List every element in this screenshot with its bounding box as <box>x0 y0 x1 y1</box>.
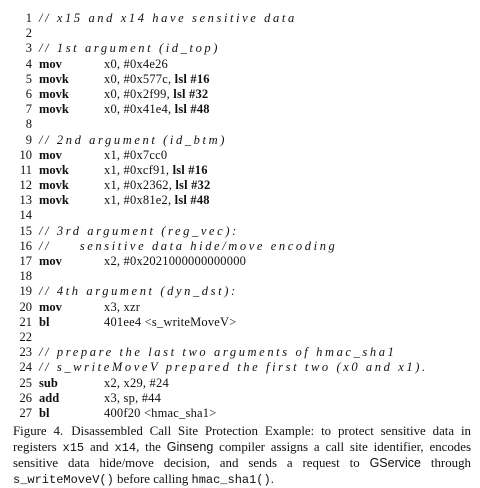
opcode: movk <box>39 86 69 101</box>
code-comment: // prepare the last two arguments of hmac_sha1 <box>39 345 397 360</box>
code-line <box>12 117 472 132</box>
line-number: 27 <box>19 405 32 420</box>
caption-gservice: GService <box>369 456 421 471</box>
shift-operand: lsl #32 <box>173 86 209 101</box>
code-line <box>12 26 472 41</box>
operand-text: x3, sp, #44 <box>104 390 162 405</box>
operand-text: x1, #0xcf91, <box>104 162 173 177</box>
opcode: mov <box>39 254 62 268</box>
opcode: mov <box>39 56 62 71</box>
operands <box>104 406 216 421</box>
line-number: 3 <box>25 41 32 56</box>
operands <box>104 72 210 87</box>
code-line <box>12 254 472 269</box>
opcode: bl <box>39 314 50 329</box>
code-comment: // s_writeMoveV prepared the first two (x0 and x1). <box>39 360 428 375</box>
operand-text: x3, xzr <box>104 299 141 314</box>
opcode: movk <box>39 102 69 117</box>
operand-text: 401ee4 <s_writeMoveV> <box>104 314 237 329</box>
code-line <box>12 208 472 223</box>
code-comment: // 2nd argument (id_btm) <box>39 132 227 147</box>
operand-text: x2, x29, #24 <box>104 375 169 390</box>
line-number: 20 <box>19 299 32 314</box>
line-number: 24 <box>19 360 32 375</box>
caption-text: through <box>420 456 471 471</box>
caption-register: x14 <box>114 440 137 455</box>
operands <box>104 376 169 391</box>
line-number: 26 <box>19 390 32 405</box>
line-number: 25 <box>19 375 32 390</box>
operand-text: x1, #0x2362, <box>104 178 176 193</box>
line-number: 13 <box>19 193 32 208</box>
code-line <box>12 148 472 163</box>
code-line <box>12 178 472 193</box>
code-line <box>12 360 472 375</box>
operands <box>104 102 210 117</box>
line-number: 7 <box>25 102 32 117</box>
opcode: movk <box>39 162 69 177</box>
shift-operand: lsl #16 <box>174 71 210 86</box>
code-line <box>12 163 472 178</box>
code-line <box>12 406 472 421</box>
code-line <box>12 102 472 117</box>
line-number: 2 <box>25 26 32 41</box>
operands <box>104 148 167 163</box>
line-number: 23 <box>19 345 32 360</box>
code-line <box>12 11 472 26</box>
figure-caption <box>13 424 471 488</box>
code-line <box>12 300 472 315</box>
shift-operand: lsl #16 <box>172 162 208 177</box>
operand-text: x1, #0x81e2, <box>104 193 175 208</box>
line-number: 11 <box>19 162 32 177</box>
code-line <box>12 224 472 239</box>
operand-text: x0, #0x41e4, <box>104 102 175 117</box>
line-number: 21 <box>19 314 32 329</box>
line-number: 6 <box>25 86 32 101</box>
caption-text: , the <box>136 439 167 454</box>
line-number: 19 <box>19 284 32 299</box>
caption-text: Disassembled Call Site Protection Example: to protect sensitive data in registers <box>13 424 472 454</box>
code-line <box>12 345 472 360</box>
operand-text: x1, #0x7cc0 <box>104 147 168 162</box>
line-number: 16 <box>19 238 32 253</box>
figure-label: Figure 4. <box>13 424 64 438</box>
opcode: movk <box>39 178 69 193</box>
operands <box>104 178 210 193</box>
opcode: mov <box>39 147 62 162</box>
operands <box>104 254 246 269</box>
opcode: movk <box>39 193 69 208</box>
operands <box>104 193 210 208</box>
opcode: mov <box>39 299 62 314</box>
caption-ginseng: Ginseng <box>166 439 214 454</box>
opcode: sub <box>39 375 58 390</box>
opcode: add <box>39 390 60 405</box>
operand-text: x0, #0x577c, <box>104 71 175 86</box>
code-line <box>12 376 472 391</box>
shift-operand: lsl #48 <box>174 193 210 208</box>
code-line <box>12 133 472 148</box>
code-line <box>12 41 472 56</box>
line-number: 18 <box>19 269 32 284</box>
operands <box>104 300 140 315</box>
code-line <box>12 193 472 208</box>
operands <box>104 87 208 102</box>
caption-text: and <box>84 439 115 454</box>
operand-text: x0, #0x4e26 <box>104 56 168 71</box>
operand-text: x2, #0x2021000000000000 <box>104 254 247 268</box>
line-number: 5 <box>25 71 32 86</box>
code-line <box>12 330 472 345</box>
operands <box>104 57 168 72</box>
shift-operand: lsl #32 <box>175 178 211 193</box>
code-line <box>12 239 472 254</box>
line-number: 4 <box>25 56 32 71</box>
shift-operand: lsl #48 <box>174 102 210 117</box>
code-line <box>12 57 472 72</box>
opcode: bl <box>39 405 50 420</box>
line-number: 17 <box>19 254 32 268</box>
opcode: movk <box>39 71 69 86</box>
code-comment: // 1st argument (id_top) <box>39 41 221 56</box>
caption-text: compiler assigns a call site identifier, encodes sensitive data hide/move decision, and sends a request to <box>13 439 471 471</box>
operands <box>104 163 208 178</box>
line-number: 9 <box>25 132 32 147</box>
code-comment: // sensitive data hide/move encoding <box>39 238 338 253</box>
operands <box>104 391 161 406</box>
line-number: 14 <box>19 208 32 223</box>
operand-text: 400f20 <hmac_sha1> <box>104 405 217 420</box>
code-line <box>12 315 472 330</box>
caption-text: before calling <box>113 471 192 486</box>
caption-function: s_writeMoveV() <box>13 472 114 487</box>
caption-text: . <box>270 471 274 486</box>
line-number: 8 <box>25 117 32 132</box>
caption-register: x15 <box>62 440 85 455</box>
line-number: 22 <box>19 329 32 344</box>
code-comment: // 4th argument (dyn_dst): <box>39 284 238 299</box>
line-number: 10 <box>19 147 32 162</box>
operand-text: x0, #0x2f99, <box>104 86 174 101</box>
code-comment: // x15 and x14 have sensitive data <box>39 11 297 25</box>
code-line <box>12 72 472 87</box>
code-line <box>12 284 472 299</box>
code-comment: // 3rd argument (reg_vec): <box>39 223 239 238</box>
code-listing <box>12 11 472 421</box>
line-number: 1 <box>25 11 32 25</box>
caption-function: hmac_sha1() <box>191 472 271 487</box>
line-number: 15 <box>19 223 32 238</box>
operands <box>104 315 237 330</box>
code-line <box>12 269 472 284</box>
code-line <box>12 391 472 406</box>
code-line <box>12 87 472 102</box>
line-number: 12 <box>19 178 32 193</box>
